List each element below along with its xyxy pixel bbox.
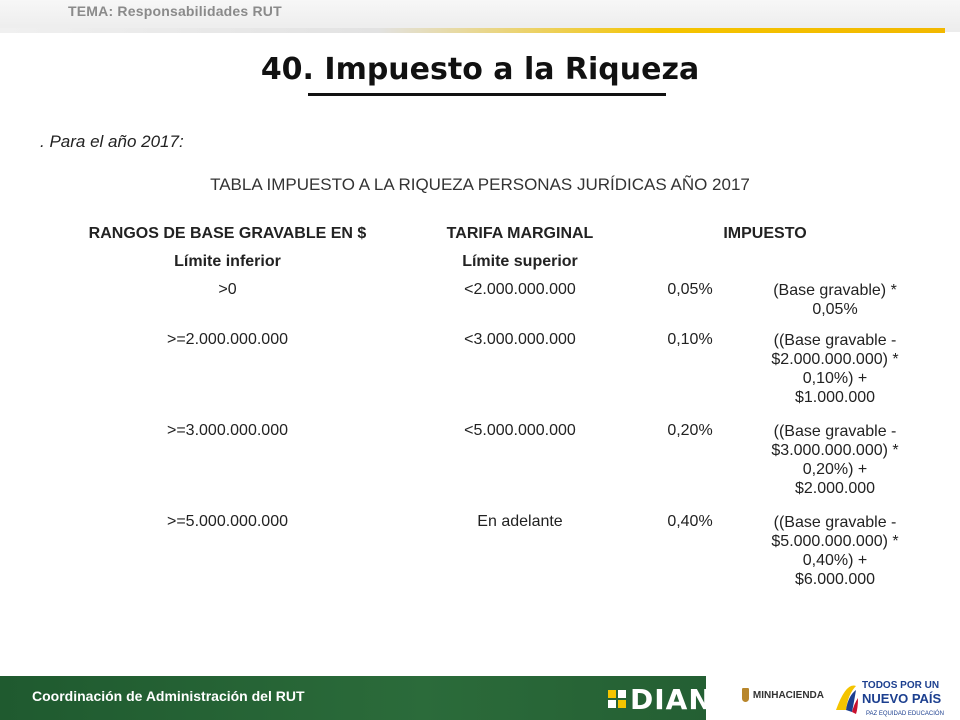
coat-of-arms-icon <box>742 688 749 702</box>
row1-impuesto <box>745 281 925 319</box>
row4-superior: En adelante <box>477 513 563 530</box>
colombia-flag-icon <box>832 680 860 718</box>
row3-impuesto-line: $3.000.000.000) * <box>771 442 899 459</box>
nuevo-pais-text <box>862 680 941 707</box>
header-limite-inferior: Límite inferior <box>174 253 281 270</box>
row2-impuesto-line: $1.000.000 <box>794 389 876 406</box>
row3-superior: <5.000.000.000 <box>464 422 576 439</box>
nuevo-pais-logo <box>832 680 950 718</box>
row2-impuesto-line: $2.000.000.000) * <box>771 351 899 368</box>
row4-impuesto-line: ((Base gravable - <box>773 514 897 531</box>
dian-mark-icon <box>608 690 626 708</box>
page-title: 40. Impuesto a la Riqueza <box>260 52 700 87</box>
row1-impuesto-line: 0,05% <box>812 301 858 318</box>
title-underline <box>308 93 666 96</box>
row4-impuesto-line: $6.000.000 <box>794 571 876 588</box>
minhacienda-logo <box>742 684 824 706</box>
header-limite-superior: Límite superior <box>462 253 578 270</box>
minhacienda-label: MINHACIENDA <box>752 689 824 701</box>
header-impuesto: IMPUESTO <box>723 225 807 242</box>
table-title: TABLA IMPUESTO A LA RIQUEZA PERSONAS JURÍDICAS AÑO 2017 <box>210 175 750 194</box>
row3-inferior: >=3.000.000.000 <box>166 422 288 439</box>
nuevo-pais-line2: NUEVO PAÍS <box>862 691 942 706</box>
row4-inferior: >=5.000.000.000 <box>166 513 288 530</box>
row1-superior: <2.000.000.000 <box>464 281 576 298</box>
header-accent-line <box>0 28 945 33</box>
row2-impuesto <box>745 331 925 407</box>
footer-text: Coordinación de Administración del RUT <box>32 688 305 704</box>
row1-tarifa: 0,05% <box>667 281 713 298</box>
row1-inferior: >0 <box>218 281 237 298</box>
row3-impuesto <box>745 422 925 498</box>
topic-label: TEMA: Responsabilidades RUT <box>68 3 282 19</box>
row2-impuesto-line: 0,10%) + <box>802 370 868 387</box>
nuevo-pais-line1: TODOS POR UN <box>862 680 940 691</box>
nuevo-pais-tagline: PAZ EQUIDAD EDUCACIÓN <box>866 711 944 717</box>
row3-impuesto-line: 0,20%) + <box>802 461 868 478</box>
dian-wordmark: DIAN <box>630 682 713 716</box>
row1-impuesto-line: (Base gravable) * <box>773 282 897 299</box>
row4-tarifa: 0,40% <box>667 513 713 530</box>
row4-impuesto <box>745 513 925 589</box>
row4-impuesto-line: 0,40%) + <box>802 552 868 569</box>
header-rangos: RANGOS DE BASE GRAVABLE EN $ <box>88 225 367 242</box>
dian-logo <box>608 682 713 716</box>
header-tarifa: TARIFA MARGINAL <box>446 225 594 242</box>
row3-impuesto-line: ((Base gravable - <box>773 423 897 440</box>
row2-inferior: >=2.000.000.000 <box>166 331 288 348</box>
row3-tarifa: 0,20% <box>667 422 713 439</box>
subtitle: . Para el año 2017: <box>40 132 184 151</box>
row2-impuesto-line: ((Base gravable - <box>773 332 897 349</box>
row4-impuesto-line: $5.000.000.000) * <box>771 533 899 550</box>
row3-impuesto-line: $2.000.000 <box>794 480 876 497</box>
row2-superior: <3.000.000.000 <box>464 331 576 348</box>
row2-tarifa: 0,10% <box>667 331 713 348</box>
